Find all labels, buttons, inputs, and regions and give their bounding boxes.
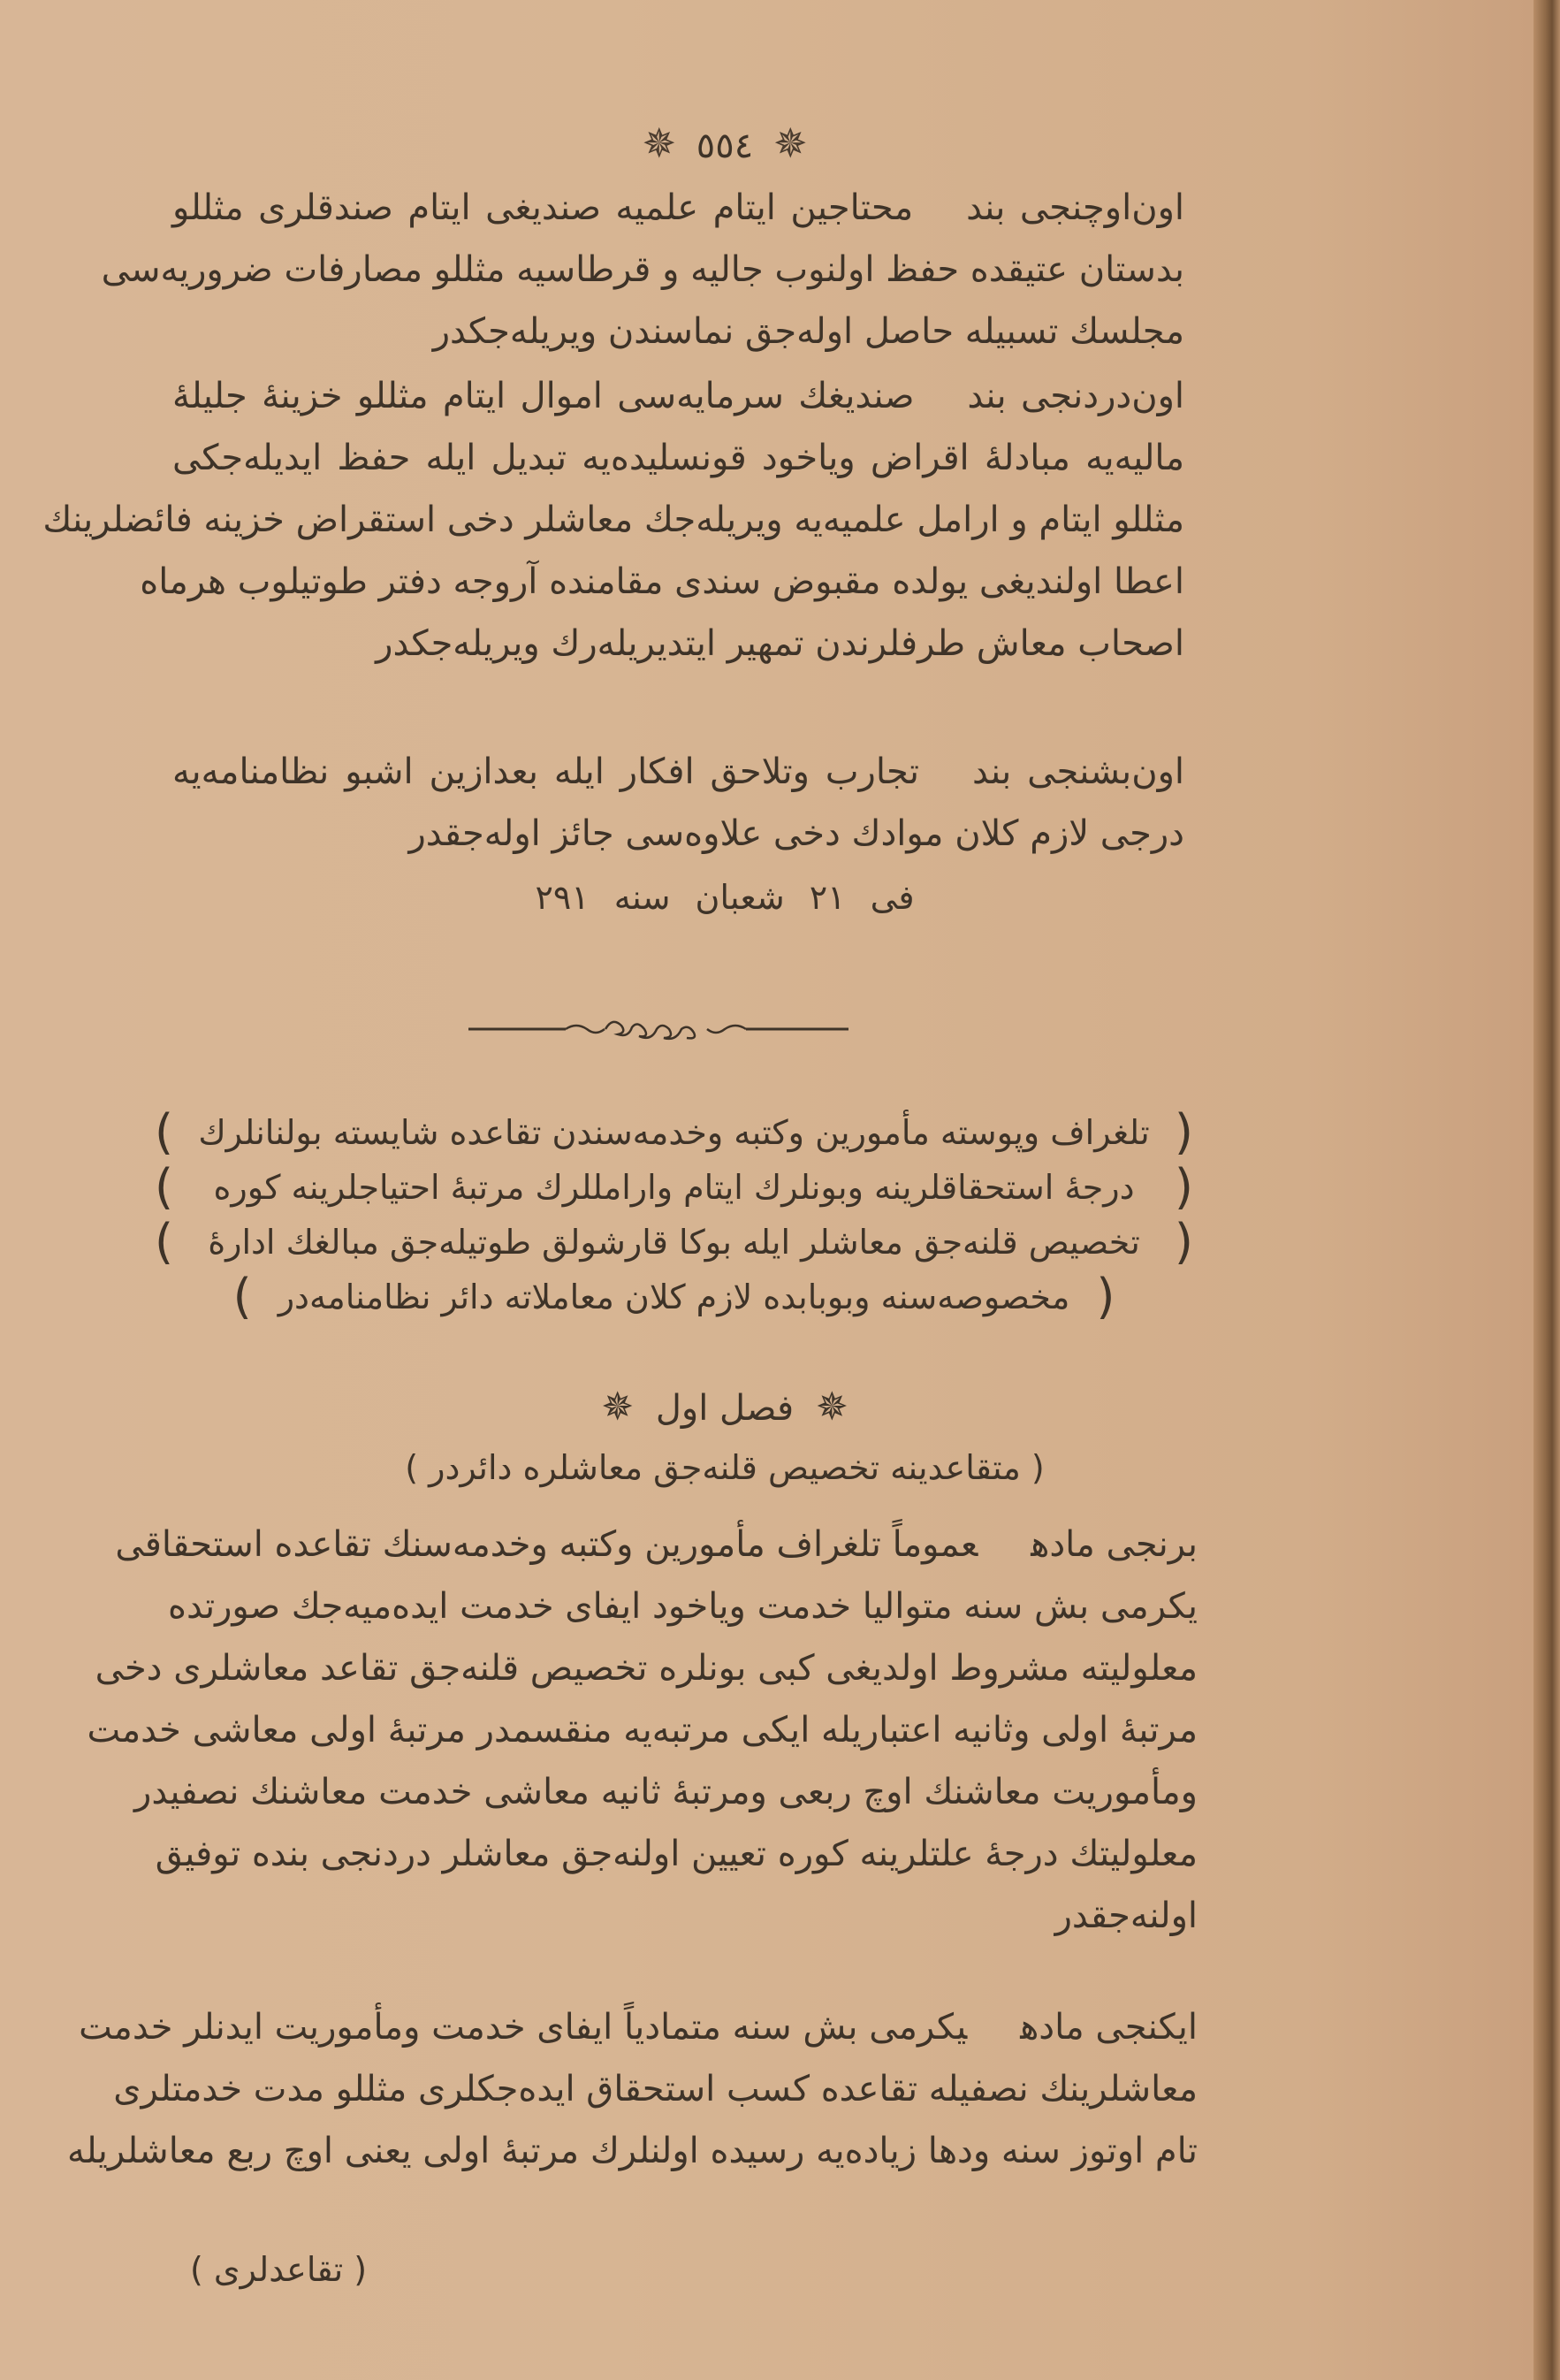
- text-line: برنجی مادهعموماً تلغراف مأمورین وکتبه وخدمه‌سنك تقاعده استحقاقی: [115, 1524, 1198, 1565]
- article-label: برنجی ماده: [1031, 1524, 1198, 1565]
- flower-ornament-icon: ✵: [815, 1385, 848, 1430]
- text-line: اصحاب معاش طرفلرندن تمهیر ایتدیریله‌رك ویریله‌جکدر: [376, 623, 1184, 664]
- article-2: [67, 1996, 1198, 2182]
- date-line: فی ٢١ شعبان سنه ٢٩١: [535, 878, 915, 917]
- article-label: ایکنجی ماده: [1020, 2007, 1198, 2048]
- text-line: معاشلرینك نصفیله تقاعده کسب استحقاق ایده‌جکلری مثللو مدت خدمتلری: [113, 2069, 1198, 2109]
- regulation-title: [155, 1105, 1193, 1324]
- page-number: ٥٥٤: [696, 126, 754, 166]
- article-1: [87, 1514, 1198, 1947]
- clause-13: [101, 177, 1185, 362]
- text-line: مرتبهٔ اولی وثانیه اعتباریله ایکی مرتبه‌یه منقسمدر مرتبهٔ اولی معاشی خدمت: [87, 1710, 1198, 1751]
- text-line: اولنه‌جقدر: [1054, 1896, 1198, 1936]
- clause-label: اون‌بشنجی بند: [972, 751, 1184, 792]
- text-line: اون‌دردنجی بندصندیغك سرمایه‌سی اموال ایتام مثللو خزینهٔ جلیلهٔ: [172, 376, 1184, 416]
- text-line: اون‌بشنجی بندتجارب وتلاحق افکار ایله بعدازین اشبو نظامنامه‌یه: [172, 751, 1184, 792]
- text-line: درجی لازم کلان موادك دخی علاوه‌سی جائز اوله‌جقدر: [408, 813, 1184, 854]
- section-subtitle: ( متقاعدینه تخصیص قلنه‌جق معاشلره دائردر ): [405, 1448, 1045, 1487]
- page-number-header: [0, 119, 1450, 167]
- text-line: ومأموریت معاشنك اوچ ربعی ومرتبهٔ ثانیه معاشی خدمت معاشنك نصفیدر: [134, 1772, 1198, 1812]
- flower-ornament-icon: ✵: [642, 119, 677, 167]
- title-line: ) تلغراف وپوسته مأمورین وکتبه وخدمه‌سندن تقاعده شایسته بولنانلرك (: [155, 1104, 1193, 1160]
- clause-14: [42, 365, 1184, 675]
- text-line: یکرمی بش سنه متوالیا خدمت ویاخود ایفای خدمت ایده‌میه‌جك صورتده: [168, 1586, 1198, 1627]
- clause-15: [172, 741, 1184, 865]
- text-line: بدستان عتیقده حفظ اولنوب جالیه و قرطاسیه مثللو مصارفات ضروریه‌سی: [101, 249, 1184, 290]
- ornamental-divider-icon: [468, 1015, 848, 1041]
- book-binding-edge: [1533, 0, 1560, 2380]
- article-2-closing: ( تقاعدلری ): [190, 2250, 368, 2289]
- title-line: ) تخصیص قلنه‌جق معاشلر ایله بوکا قارشولق طوتیله‌جق مبالغك ادارهٔ (: [155, 1214, 1193, 1270]
- flower-ornament-icon: ✵: [772, 119, 808, 167]
- title-line: ) درجهٔ استحقاقلرینه وبونلرك ایتام وارامللرك مرتبهٔ احتیاجلرینه کوره (: [155, 1159, 1193, 1215]
- text-line: تام اوتوز سنه ودها زیاده‌یه رسیده اولنلرك مرتبهٔ اولی یعنی اوچ ربع معاشلریله: [67, 2131, 1198, 2171]
- section-title: فصل اول: [655, 1388, 795, 1429]
- section-heading: [0, 1385, 1450, 1430]
- text-line: مالیه‌یه مبادلهٔ اقراض ویاخود قونسلیده‌یه تبدیل ایله حفظ ایدیله‌جکی: [172, 438, 1184, 478]
- text-line: معلولیته مشروط اولدیغی کبی بونلره تخصیص قلنه‌جق تقاعد معاشلری دخی: [95, 1648, 1198, 1689]
- text-line: مثللو ایتام و ارامل علمیه‌یه ویریله‌جك معاشلر دخی استقراض خزینه فائضلرینك: [42, 500, 1184, 540]
- text-line: اون‌اوچنجی بندمحتاجین ایتام علمیه صندیغی ایتام صندقلری مثللو: [172, 187, 1185, 228]
- title-line: ) مخصوصه‌سنه وبوبابده لازم کلان معاملاته دائر نظامنامه‌در (: [232, 1269, 1115, 1324]
- text-line: مجلسك تسبیله حاصل اوله‌جق نماسندن ویریله‌جکدر: [432, 311, 1184, 352]
- text-line: ایکنجی مادهیکرمی بش سنه متمادیاً ایفای خدمت ومأموریت ایدنلر خدمت: [79, 2007, 1198, 2048]
- clause-label: اون‌دردنجی بند: [967, 376, 1184, 416]
- clause-label: اون‌اوچنجی بند: [966, 187, 1185, 228]
- text-line: معلولیتك درجهٔ علتلرینه کوره تعیین اولنه‌جق معاشلر دردنجی بنده توفیق: [155, 1834, 1198, 1874]
- flower-ornament-icon: ✵: [601, 1385, 635, 1430]
- text-line: اعطا اولندیغی یولده مقبوض سندی مقامنده آروجه دفتر طوتیلوب هرماه: [140, 561, 1184, 602]
